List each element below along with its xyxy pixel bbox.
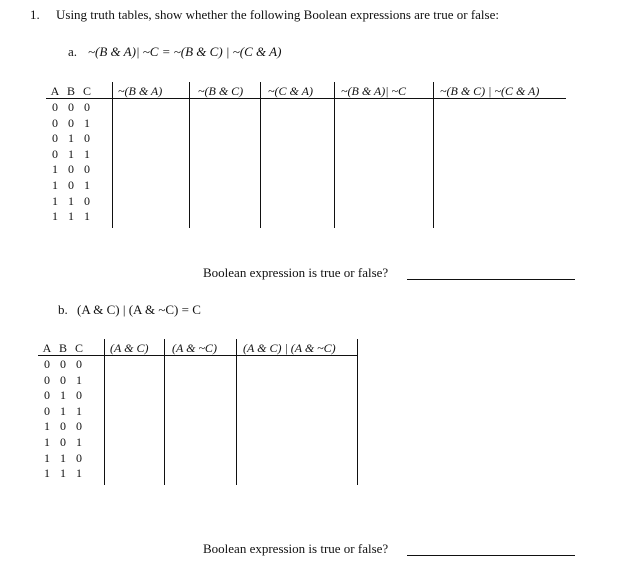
part-a-col-divider xyxy=(112,82,113,228)
part-a-row-7-cell: 1 xyxy=(68,193,74,208)
part-b-row-7-cell: 1 xyxy=(60,450,66,465)
part-a-row-1-cell: 0 xyxy=(84,100,90,114)
part-b-row-1-cell: 0 xyxy=(44,357,50,371)
part-b-col-header-2: (A & ~C) xyxy=(172,341,217,355)
part-b-row-4-cell: 1 xyxy=(76,403,82,418)
part-b-row-2-cell: 0 xyxy=(44,372,50,387)
part-b-row-7-cell: 1 xyxy=(44,450,50,465)
part-b-row-3-cell: 0 xyxy=(44,388,50,403)
part-a-row-5-cell: 1 xyxy=(52,162,58,177)
part-b-row-4-cell: 0 xyxy=(44,403,50,418)
part-a-row-4-cell: 1 xyxy=(68,146,74,161)
part-b-label: b. xyxy=(58,302,68,317)
part-b-answer-field[interactable] xyxy=(407,555,575,556)
part-a-row-8-cell: 1 xyxy=(68,209,74,224)
question-number: 1. xyxy=(30,7,40,22)
part-b-row-5-cell: 0 xyxy=(76,419,82,434)
part-a-row-7-cell: 1 xyxy=(52,193,58,208)
part-a-col-divider xyxy=(433,82,434,228)
part-a-row-1-cell: 0 xyxy=(68,100,74,114)
part-b-header-b: B xyxy=(58,341,67,355)
part-a-col-divider xyxy=(334,82,335,228)
part-a-row-2-cell: 1 xyxy=(84,115,90,130)
part-b-header-c: C xyxy=(74,341,83,355)
part-a-expression: ~(B & A)| ~C = ~(B & C) | ~(C & A) xyxy=(88,44,282,59)
part-a-row-3-cell: 0 xyxy=(52,131,58,146)
part-a-row-3-cell: 0 xyxy=(84,131,90,146)
part-a-col-divider xyxy=(260,82,261,228)
part-a-col-header-2: ~(B & C) xyxy=(198,84,244,98)
part-b-row-8-cell: 1 xyxy=(76,466,82,481)
part-b-expression: (A & C) | (A & ~C) = C xyxy=(77,302,201,317)
part-a-col-header-4: ~(B & A)| ~C xyxy=(341,84,407,98)
part-b-row-4-cell: 1 xyxy=(60,403,66,418)
part-b-row-2-cell: 1 xyxy=(76,372,82,387)
part-a-label: a. xyxy=(68,44,78,59)
part-a-row-2-cell: 0 xyxy=(68,115,74,130)
part-a-row-5-cell: 0 xyxy=(68,162,74,177)
part-a-row-2-cell: 0 xyxy=(52,115,58,130)
part-a-header-c: C xyxy=(82,84,91,98)
question-prompt: Using truth tables, show whether the following Boolean expressions are true or false: xyxy=(56,7,499,22)
part-b-row-3-cell: 0 xyxy=(76,388,82,403)
part-a-col-header-5: ~(B & C) | ~(C & A) xyxy=(440,84,540,98)
part-a-row-7-cell: 0 xyxy=(84,193,90,208)
part-b-row-1-cell: 0 xyxy=(76,357,82,371)
part-a-row-4-cell: 1 xyxy=(84,146,90,161)
part-a-row-4-cell: 0 xyxy=(52,146,58,161)
part-a-header-a: A xyxy=(50,84,60,98)
part-b-row-2-cell: 0 xyxy=(60,372,66,387)
part-a-row-8-cell: 1 xyxy=(52,209,58,224)
part-b-row-1-cell: 0 xyxy=(60,357,66,371)
part-b-header-rule xyxy=(38,355,358,356)
part-a-col-header-3: ~(C & A) xyxy=(268,84,313,98)
part-b-col-divider xyxy=(164,339,165,485)
part-a-row-6-cell: 0 xyxy=(68,178,74,192)
part-b-row-5-cell: 0 xyxy=(60,419,66,434)
part-a-answer-field[interactable] xyxy=(407,279,575,280)
part-a-row-1-cell: 0 xyxy=(52,100,58,114)
part-b-row-8-cell: 1 xyxy=(60,466,66,481)
part-b-col-header-1: (A & C) xyxy=(110,341,149,355)
part-b-row-6-cell: 0 xyxy=(60,435,66,449)
part-b-answer-prompt: Boolean expression is true or false? xyxy=(203,541,389,556)
part-b-row-6-cell: 1 xyxy=(44,435,50,449)
part-b-header-a: A xyxy=(42,341,52,355)
part-b-row-3-cell: 1 xyxy=(60,388,66,403)
part-a-answer-prompt: Boolean expression is true or false? xyxy=(203,265,389,280)
part-a-row-3-cell: 1 xyxy=(68,131,74,146)
part-b-col-divider xyxy=(236,339,237,485)
part-a-col-divider xyxy=(189,82,190,228)
part-a-header-rule xyxy=(46,98,566,99)
part-b-row-6-cell: 1 xyxy=(76,435,82,449)
part-b-col-header-3: (A & C) | (A & ~C) xyxy=(243,341,336,355)
part-b-col-divider xyxy=(357,339,358,485)
part-a-row-8-cell: 1 xyxy=(84,209,90,224)
part-a-col-header-1: ~(B & A) xyxy=(118,84,163,98)
part-a-row-6-cell: 1 xyxy=(52,178,58,192)
part-b-row-7-cell: 0 xyxy=(76,450,82,465)
part-a-row-5-cell: 0 xyxy=(84,162,90,177)
part-b-row-5-cell: 1 xyxy=(44,419,50,434)
part-b-row-8-cell: 1 xyxy=(44,466,50,481)
part-a-row-6-cell: 1 xyxy=(84,178,90,192)
part-b-col-divider xyxy=(104,339,105,485)
part-a-header-b: B xyxy=(66,84,75,98)
